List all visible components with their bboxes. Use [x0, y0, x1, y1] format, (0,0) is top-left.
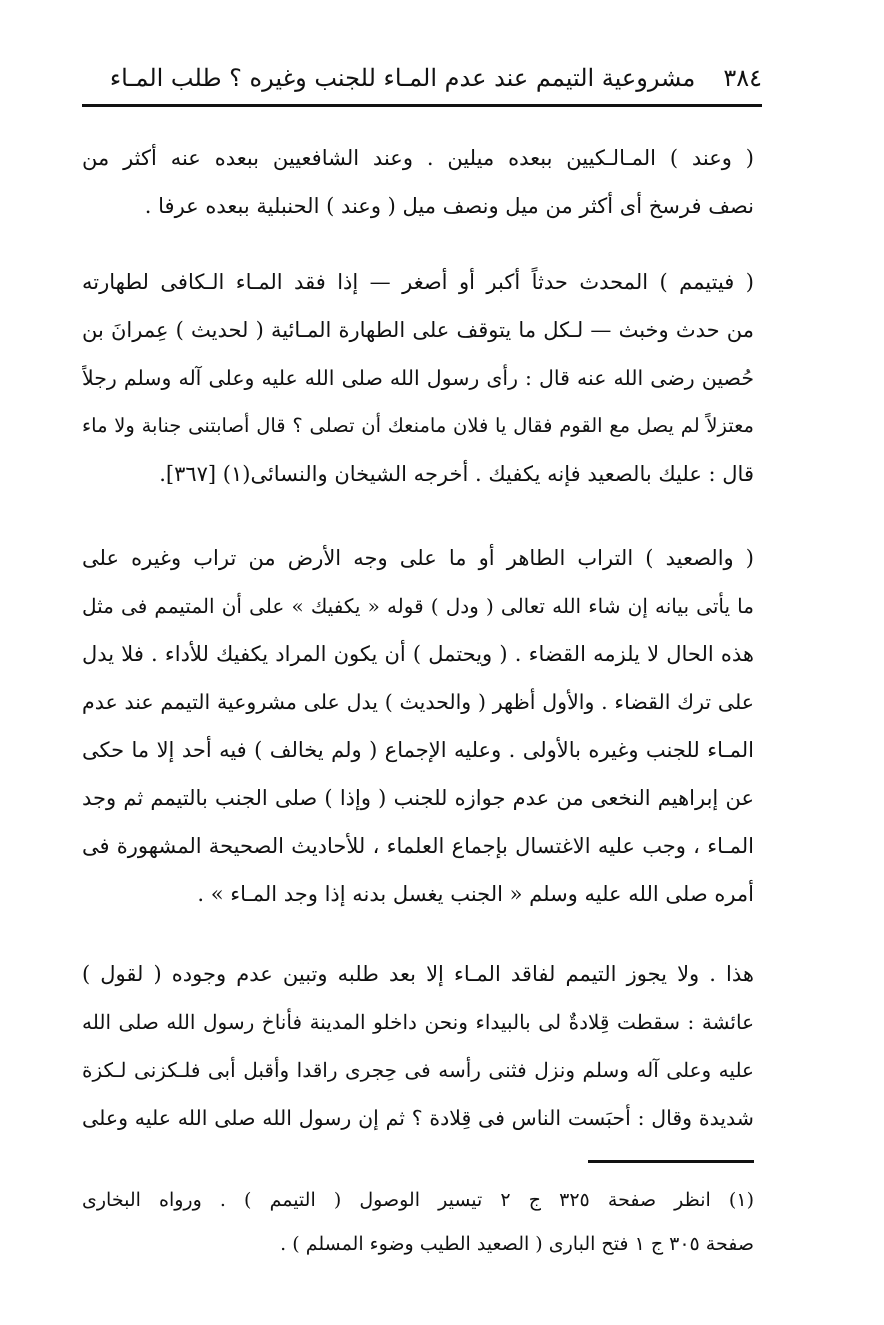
text-line: المـاء للجنب وغيره بالأولى . وعليه الإجماع ( ولم يخالف ) فيه أحد إلا ما حكى [82, 738, 754, 762]
footnotes [82, 1178, 754, 1266]
text-line: عليه وعلى آله وسلم ونزل فثنى رأسه فى حِجرى راقدا وأقبل أبى فلـكزنى لـكزة [82, 1058, 754, 1082]
running-header [82, 56, 762, 100]
text-line: شديدة وقال : أحبَست الناس فى قِلادة ؟ ثم إن رسول الله صلى الله عليه وعلى [82, 1106, 754, 1130]
footnote-line: (١) انظر صفحة ٣٢٥ ج ٢ تيسير الوصول ( التيمم ) . ورواه البخارى [82, 1189, 754, 1211]
text-line: حُصين رضى الله عنه قال : رأى رسول الله صلى الله عليه وعلى آله وسلم رجلاً [82, 366, 754, 390]
text-line: هذا . ولا يجوز التيمم لفاقد المـاء إلا بعد طلبه وتبين عدم وجوده ( لقول ) [82, 962, 754, 986]
text-line: عائشة : سقطت قِلادةٌ لى بالبيداء ونحن داخلو المدينة فأناخ رسول الله صلى الله [82, 1010, 754, 1034]
text-line: من حدث وخبث — لـكل ما يتوقف على الطهارة المـائية ( لحديث ) عِمرانَ بن [82, 318, 754, 342]
text-line: هذه الحال لا يلزمه القضاء . ( ويحتمل ) أن يكون المراد يكفيك للأداء . فلا يدل [82, 642, 754, 666]
text-line: ( وعند ) المـالـكيين ببعده ميلين . وعند الشافعيين ببعده عنه أكثر من [82, 146, 754, 170]
text-line: أمره صلى الله عليه وسلم « الجنب يغسل بدنه إذا وجد المـاء » . [197, 882, 754, 906]
footnote-rule [588, 1160, 754, 1163]
paragraph-3 [82, 534, 754, 918]
text-line: ما يأتى بيانه إن شاء الله تعالى ( ودل ) قوله « يكفيك » على أن المتيمم فى مثل [82, 594, 754, 618]
text-line: نصف فرسخ أى أكثر من ميل ونصف ميل ( وعند ) الحنبلية ببعده عرفا . [144, 194, 754, 218]
text-line: المـاء ، وجب عليه الاغتسال بإجماع العلماء ، للأحاديث الصحيحة المشهورة فى [82, 834, 754, 858]
footnote-line: صفحة ٣٠٥ ج ١ فتح البارى ( الصعيد الطيب وضوء المسلم ) . [280, 1233, 754, 1255]
text-line: ( والصعيد ) التراب الطاهر أو ما على وجه الأرض من تراب وغيره على [82, 546, 754, 570]
text-line: معتزلاً لم يصل مع القوم فقال يا فلان مامنعك أن تصلى ؟ قال أصابتنى جنابة ولا ماء [82, 414, 754, 437]
text-line: قال : عليك بالصعيد فإنه يكفيك . أخرجه الشيخان والنسائى(١) [٣٦٧]. [159, 462, 754, 486]
page-number: ٣٨٤ [723, 64, 762, 92]
header-rule [82, 104, 762, 107]
paragraph-1 [82, 134, 754, 230]
running-title: مشروعية التيمم عند عدم المـاء للجنب وغيره ؟ طلب المـاء [109, 64, 696, 92]
paragraph-2 [82, 258, 754, 498]
text-line: عن إبراهيم النخعى من عدم جوازه للجنب ( وإذا ) صلى الجنب بالتيمم ثم وجد [82, 786, 754, 810]
text-line: ( فيتيمم ) المحدث حدثاً أكبر أو أصغر — إذا فقد المـاء الـكافى لطهارته [82, 270, 754, 294]
text-line: على ترك القضاء . والأول أظهر ( والحديث ) يدل على مشروعية التيمم عند عدم [82, 690, 754, 714]
paragraph-4 [82, 950, 754, 1142]
